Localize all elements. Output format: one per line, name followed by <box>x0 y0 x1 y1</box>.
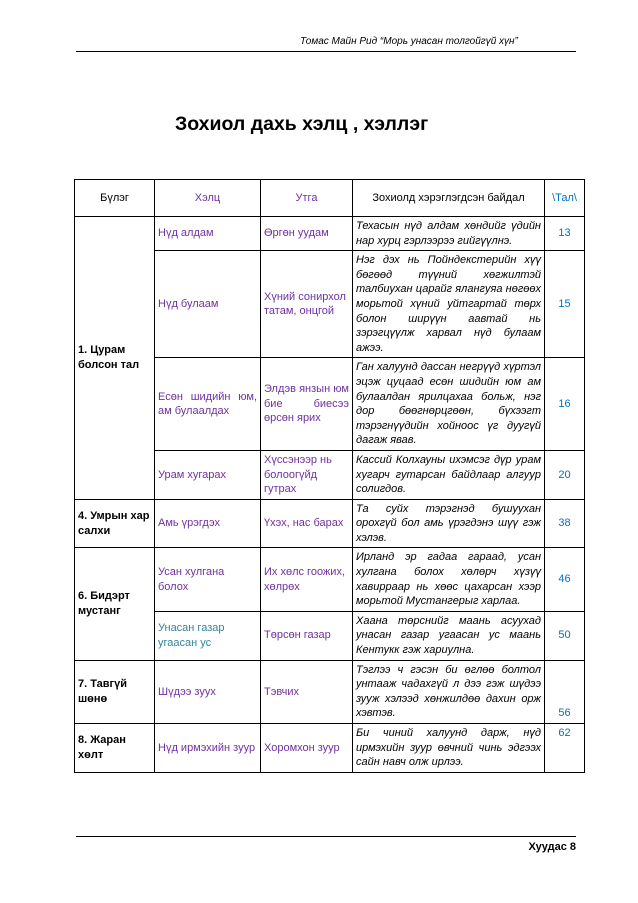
expression-cell: Унасан газар угаасан ус <box>155 611 261 660</box>
section-cell: 4. Умрын хар салхи <box>75 499 155 548</box>
header-rule <box>76 51 576 52</box>
page-number-cell: 20 <box>545 450 585 499</box>
meaning-cell: Хүссэнээр нь болоогүйд гутрах <box>261 450 353 499</box>
page-number-cell: 46 <box>545 548 585 611</box>
expression-cell: Нүд ирмэхийн зуур <box>155 724 261 773</box>
section-cell: 1. Цурам болсон тал <box>75 217 155 500</box>
page-title: Зохиол дахь хэлц , хэллэг <box>175 113 429 135</box>
page-number-cell: 62 <box>545 724 585 773</box>
column-header-expression: Хэлц <box>155 180 261 217</box>
table-row <box>75 499 585 548</box>
page-number-cell: 13 <box>545 217 585 251</box>
usage-cell: Нэг дэх нь Пойндекстерийн хүү бөгөөд түүний хөгжилтэй талбиухан царайг ялангуяа нөгөөх морьтой хүний уйтгартай төрх болон ширүүн аавтай нь зэрэгцүүлж харвал нүд булаам ажээ. <box>353 251 545 358</box>
page-number-cell: 56 <box>545 660 585 723</box>
expression-cell: Урам хугарах <box>155 450 261 499</box>
meaning-cell: Хоромхон зуур <box>261 724 353 773</box>
section-cell: 8. Жаран хөлт <box>75 724 155 773</box>
section-cell: 6. Бидэрт мустанг <box>75 548 155 660</box>
column-header-usage: Зохиолд хэрэглэгдсэн байдал <box>353 180 545 217</box>
meaning-cell: Хүний сонирхол татам, онцгой <box>261 251 353 358</box>
usage-cell: Ирланд эр гадаа гараад, усан хулгана болох хөлөрч хүзүү хавирраар нь хөөс цахарсан хээр морьтой Мустангерыг харлаа. <box>353 548 545 611</box>
expression-cell: Нүд булаам <box>155 251 261 358</box>
usage-cell: Хаана төрснийг маань асуухад унасан газар угаасан ус маань Кентукк гэж хариулна. <box>353 611 545 660</box>
usage-cell: Тэглээ ч гэсэн би өглөө болтол унтааж чадахгүй л дээ гэж шүдээ зууж хэлээд хөнжилдөө дахин орж хэвтэв. <box>353 660 545 723</box>
footer-rule <box>76 836 576 837</box>
expressions-table <box>74 179 585 773</box>
usage-cell: Би чиний халуунд дарж, нүд ирмэхийн зуур өвчний чинь эдгээх сайн навч олж ирлээ. <box>353 724 545 773</box>
running-header: Томас Майн Рид “Морь унасан толгойгүй хүн” <box>300 36 518 47</box>
expression-cell: Нүд алдам <box>155 217 261 251</box>
page-number-cell: 50 <box>545 611 585 660</box>
meaning-cell: Төрсөн газар <box>261 611 353 660</box>
usage-cell: Техасын нүд алдам хөндийг үдийн нар хурц гэрлээрээ гийгүүлнэ. <box>353 217 545 251</box>
usage-cell: Кассий Колхауны ихэмсэг дүр урам хугарч гутарсан байдлаар алгуур солигдов. <box>353 450 545 499</box>
column-header-meaning: Утга <box>261 180 353 217</box>
meaning-cell: Үхэх, нас барах <box>261 499 353 548</box>
expression-cell: Шүдээ зуух <box>155 660 261 723</box>
expression-cell: Амь үрэгдэх <box>155 499 261 548</box>
expression-cell: Усан хулгана болох <box>155 548 261 611</box>
meaning-cell: Их хөлс гоожих, хөлрөх <box>261 548 353 611</box>
expression-cell: Есөн шидийн юм, ам булаалдах <box>155 358 261 451</box>
table-row <box>75 548 585 611</box>
meaning-cell: Өргөн уудам <box>261 217 353 251</box>
usage-cell: Ган халуунд дассан негрүүд хүртэл эцэж цуцаад есөн шидийн юм ам булаалдан ярилцахаа больж, нэг дор бөөгнөрцгөөн, бүхээгт тэрэгнүүдийн хойноос үг дуугүй дагаж явав. <box>353 358 545 451</box>
page-footer: Хуудас 8 <box>528 841 576 853</box>
table-header-row <box>75 180 585 217</box>
table-row <box>75 217 585 251</box>
column-header-section: Бүлэг <box>75 180 155 217</box>
table-row <box>75 660 585 723</box>
page-number-cell: 16 <box>545 358 585 451</box>
usage-cell: Та суйх тэрэгнэд бушуухан орохгүй бол амь үрэгдэнэ шүү гэж хэлэв. <box>353 499 545 548</box>
column-header-page: \Тал\ <box>545 180 585 217</box>
meaning-cell: Элдэв янзын юм бие биесээ өрсөн ярих <box>261 358 353 451</box>
table-row <box>75 724 585 773</box>
page-number-cell: 38 <box>545 499 585 548</box>
section-cell: 7. Тавгүй шөнө <box>75 660 155 723</box>
page-number-cell: 15 <box>545 251 585 358</box>
meaning-cell: Тэвчих <box>261 660 353 723</box>
